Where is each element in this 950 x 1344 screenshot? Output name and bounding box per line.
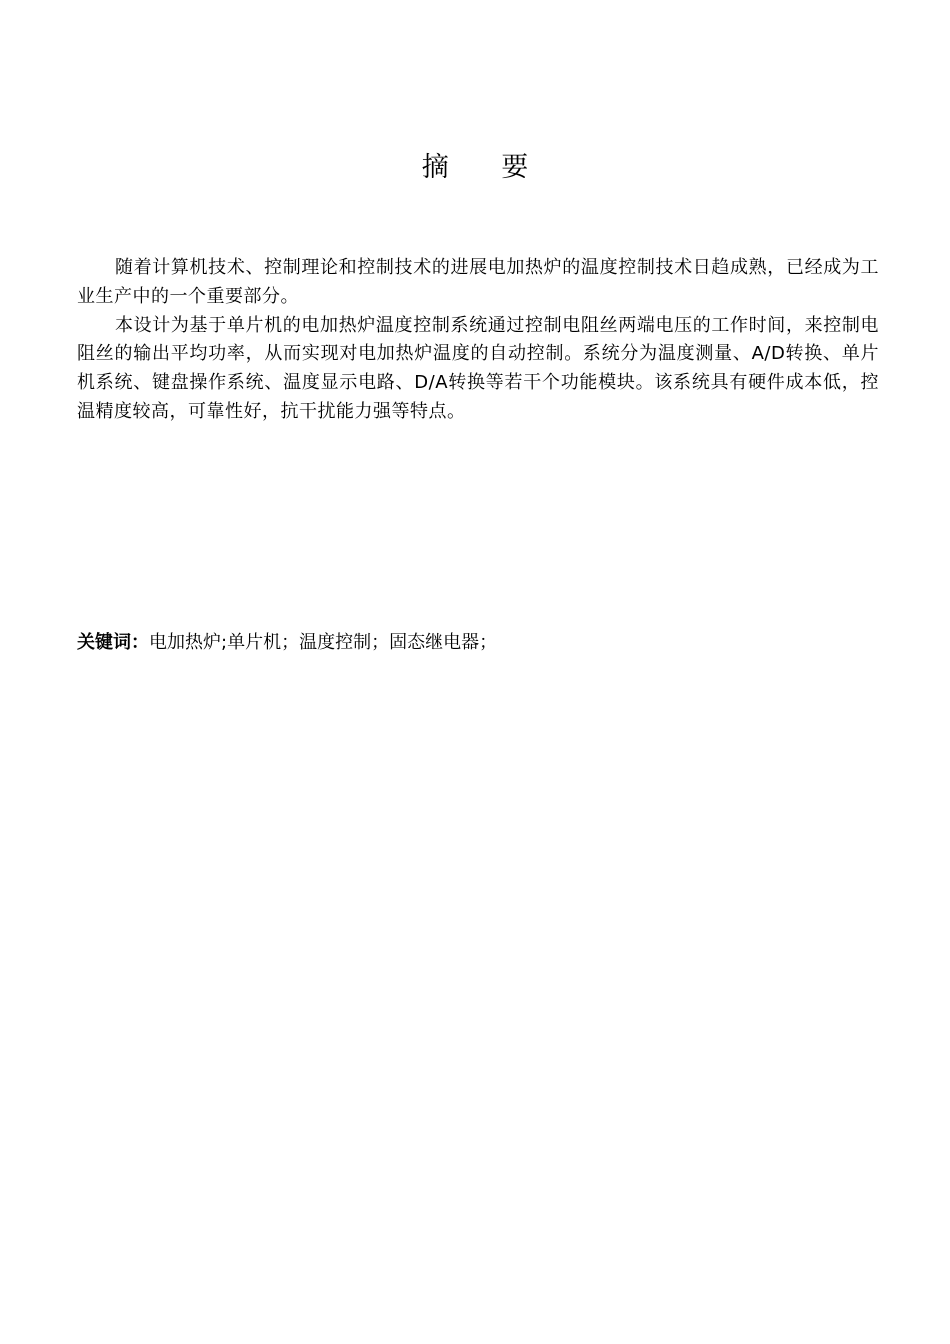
- abstract-paragraph-1: 随着计算机技术、控制理论和控制技术的进展电加热炉的温度控制技术日趋成熟，已经成为工业生产中的一个重要部分。: [77, 257, 879, 307]
- keywords-text: 电加热炉;单片机；温度控制；固态继电器；: [149, 632, 498, 653]
- keywords-label: 关键词：: [77, 632, 149, 653]
- keywords-line: [77, 629, 879, 658]
- page-title: 摘 要: [421, 152, 551, 183]
- abstract-body: [77, 254, 879, 427]
- abstract-paragraph-2: 本设计为基于单片机的电加热炉温度控制系统通过控制电阻丝两端电压的工作时间，来控制电阻丝的输出平均功率，从而实现对电加热炉温度的自动控制。系统分为温度测量、A/D转换、单片机系统、键盘操作系统、温度显示电路、D/A转换等若干个功能模块。该系统具有硬件成本低，控温精度较高，可靠性好，抗干扰能力强等特点。: [77, 314, 879, 422]
